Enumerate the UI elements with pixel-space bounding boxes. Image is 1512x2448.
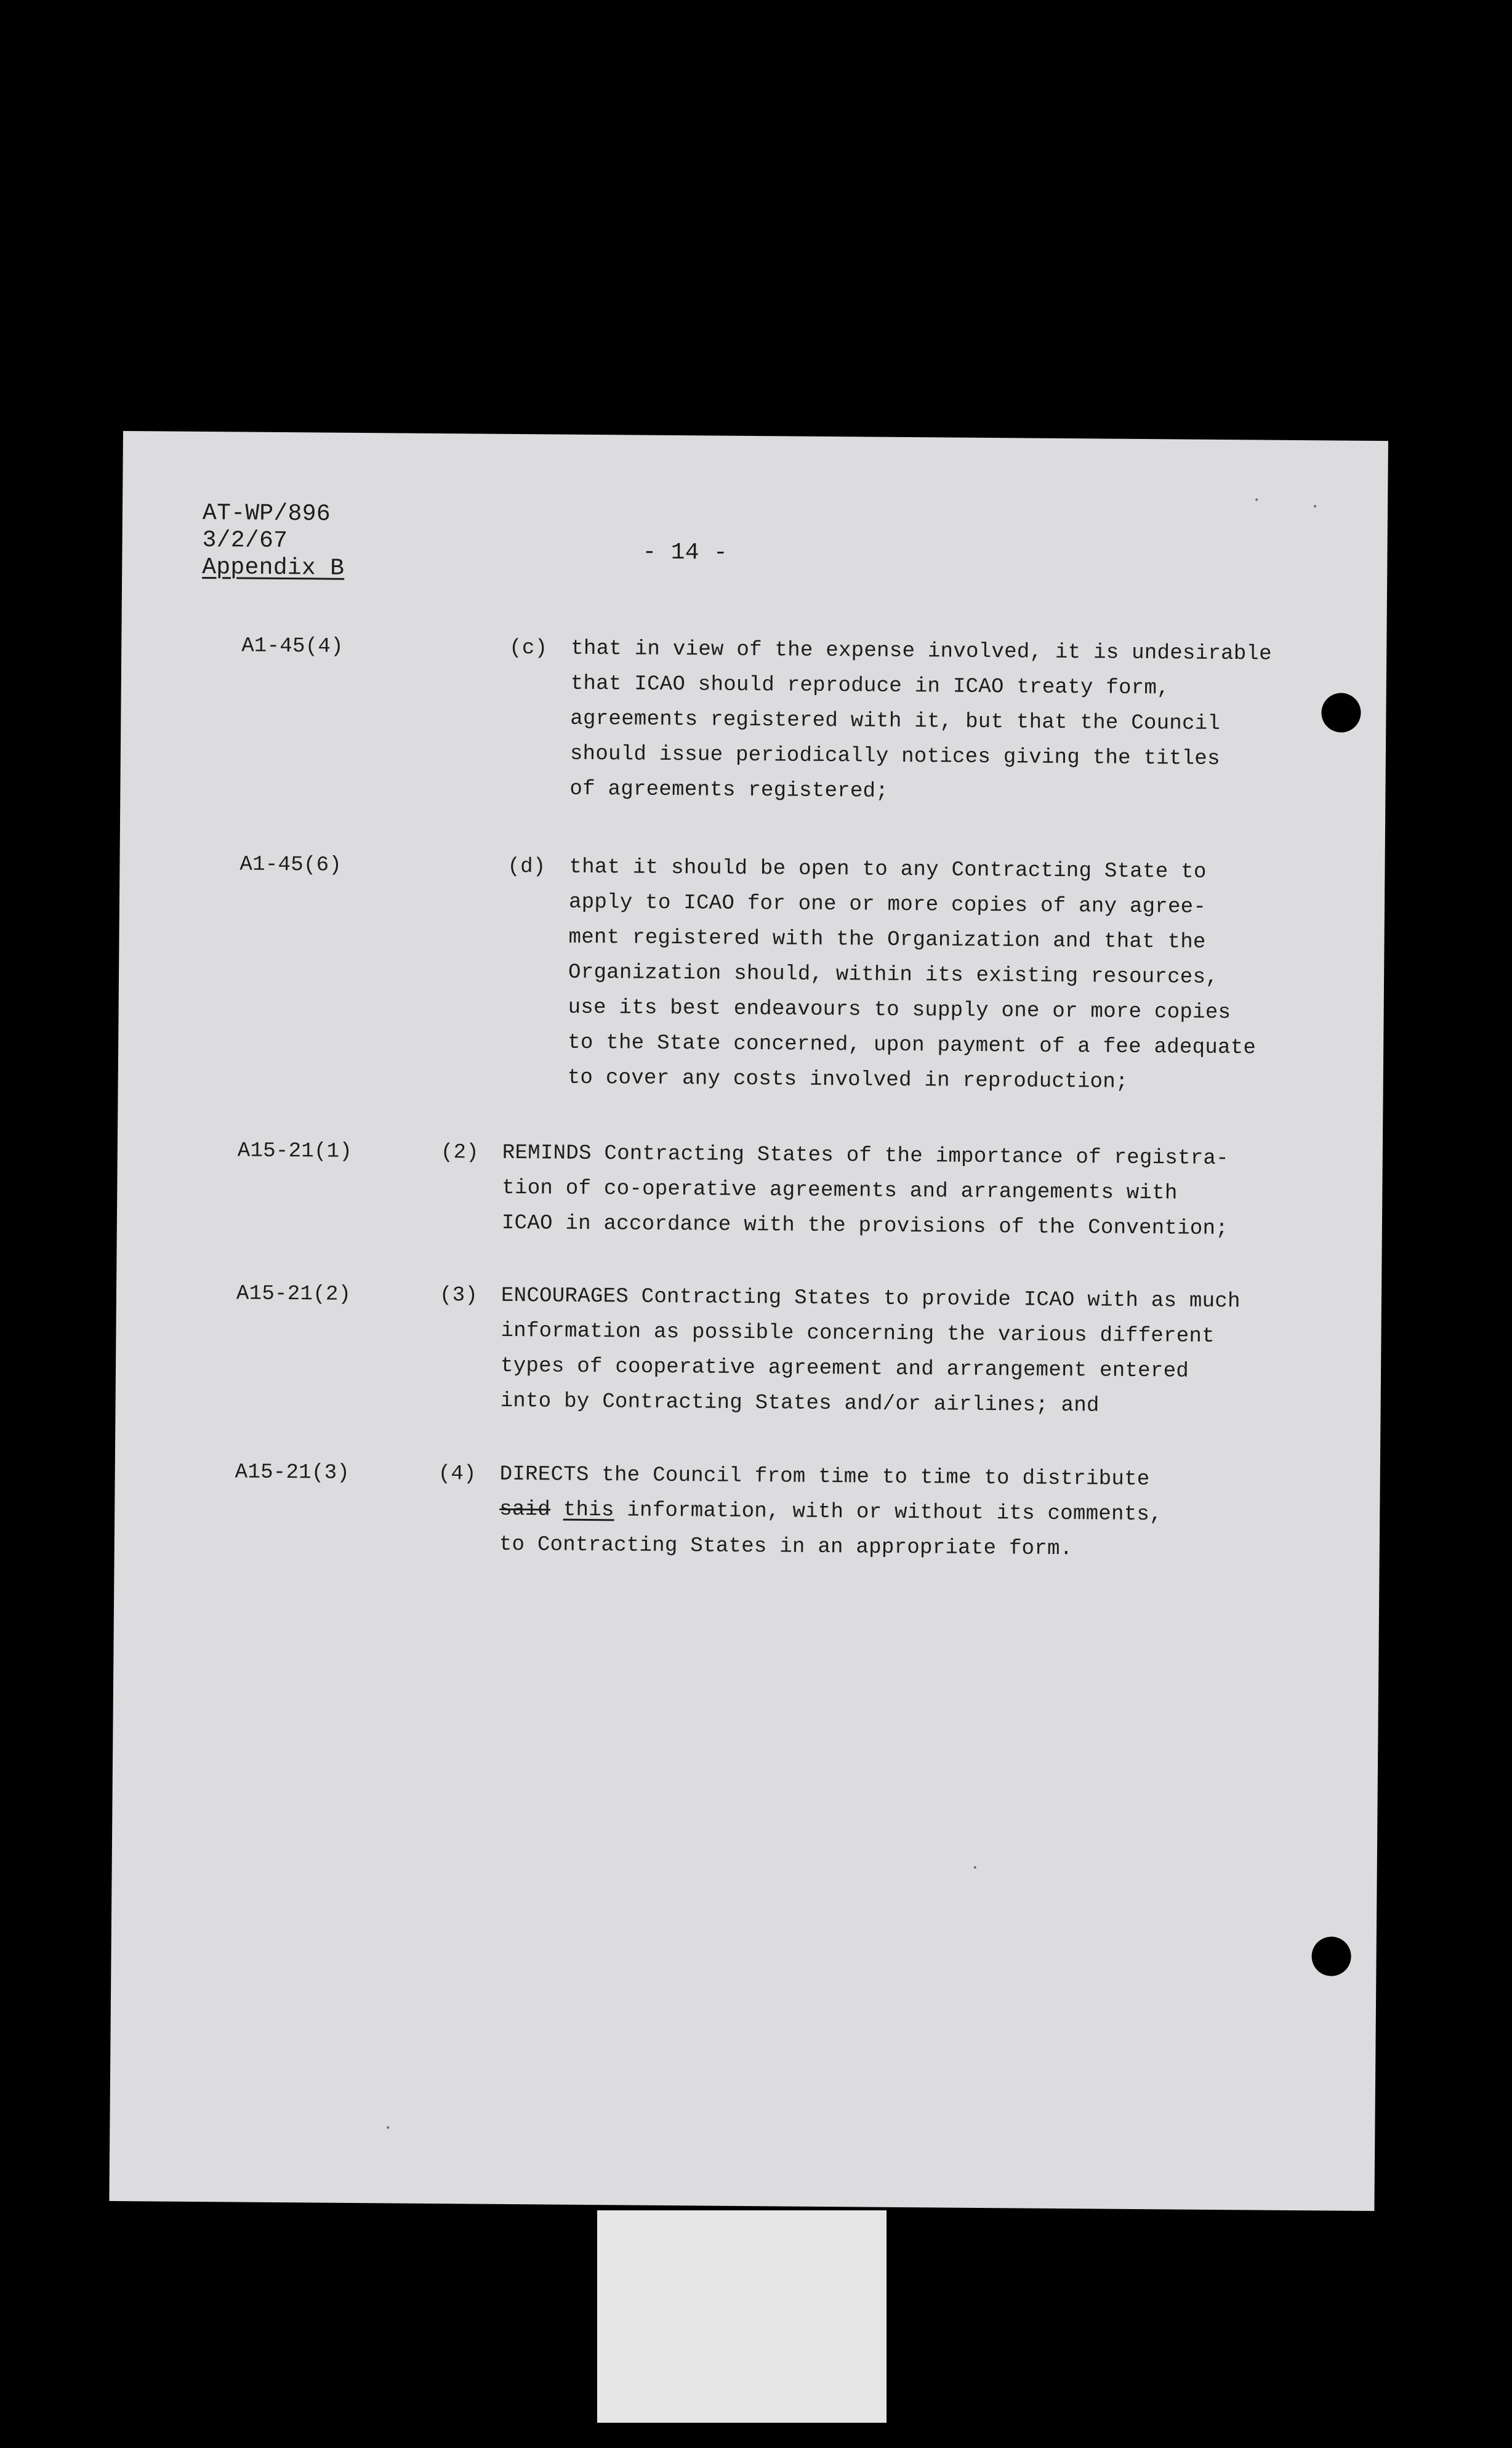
scanner-target-card bbox=[597, 2210, 887, 2423]
clause-c-line-5: of agreements registered; bbox=[569, 777, 889, 803]
appendix-label: Appendix B bbox=[202, 554, 345, 582]
clause-d-line-3: ment registered with the Organization and that the bbox=[568, 925, 1206, 954]
paragraph-3-line-3: types of cooperative agreement and arrangement entered bbox=[500, 1354, 1189, 1383]
paragraph-4-line-2-text: information, with or without its comments, bbox=[627, 1499, 1163, 1527]
scan-speck bbox=[387, 2126, 389, 2128]
paragraph-marker-3: (3) bbox=[439, 1284, 478, 1308]
binder-hole-top bbox=[1321, 693, 1361, 733]
clause-d-line-6: to the State concerned, upon payment of a fee adequate bbox=[568, 1031, 1257, 1060]
document-page bbox=[109, 431, 1388, 2211]
doc-id: AT-WP/896 bbox=[202, 500, 331, 528]
paragraph-3-line-2: information as possible concerning the various different bbox=[501, 1319, 1215, 1348]
reference-a15-21-1: A15-21(1) bbox=[237, 1139, 353, 1164]
clause-d-line-1: that it should be open to any Contracting State to bbox=[569, 855, 1207, 884]
paragraph-4-line-1: DIRECTS the Council from time to time to distribute bbox=[499, 1462, 1150, 1492]
paragraph-4-line-3: to Contracting States in an appropriate form. bbox=[499, 1532, 1073, 1561]
reference-a1-45-6: A1-45(6) bbox=[239, 853, 342, 877]
clause-marker-d: (d) bbox=[507, 855, 546, 879]
reference-a1-45-4: A1-45(4) bbox=[241, 634, 344, 659]
scan-speck bbox=[1314, 505, 1316, 507]
clause-c-line-3: agreements registered with it, but that the Council bbox=[570, 707, 1221, 736]
scan-speck bbox=[974, 1866, 976, 1869]
paragraph-marker-2: (2) bbox=[440, 1141, 480, 1165]
struck-word: said bbox=[499, 1497, 551, 1522]
page-number: - 14 - bbox=[642, 539, 728, 566]
inserted-word: this bbox=[563, 1498, 614, 1523]
doc-date: 3/2/67 bbox=[202, 527, 288, 555]
scan-speck bbox=[1255, 498, 1258, 501]
clause-c-line-1: that in view of the expense involved, it is undesirable bbox=[571, 637, 1273, 666]
clause-marker-c: (c) bbox=[509, 636, 548, 661]
clause-d-line-7: to cover any costs involved in reproduction; bbox=[567, 1066, 1128, 1094]
paragraph-3-line-4: into by Contracting States and/or airlines; and bbox=[500, 1389, 1100, 1418]
paragraph-3-line-1: ENCOURAGES Contracting States to provide ICAO with as much bbox=[501, 1284, 1241, 1314]
reference-a15-21-2: A15-21(2) bbox=[236, 1282, 352, 1307]
binder-hole-bottom bbox=[1311, 1936, 1351, 1976]
paragraph-marker-4: (4) bbox=[438, 1462, 477, 1486]
paragraph-2-line-2: tion of co-operative agreements and arrangements with bbox=[502, 1176, 1178, 1206]
clause-d-line-4: Organization should, within its existing resources, bbox=[568, 960, 1219, 989]
clause-c-line-2: that ICAO should reproduce in ICAO treaty form, bbox=[570, 672, 1170, 701]
clause-d-line-2: apply to ICAO for one or more copies of any agree- bbox=[568, 890, 1207, 919]
paragraph-2-line-1: REMINDS Contracting States of the importance of registra- bbox=[502, 1141, 1229, 1171]
reference-a15-21-3: A15-21(3) bbox=[235, 1460, 350, 1485]
clause-c-line-4: should issue periodically notices giving the titles bbox=[569, 742, 1220, 771]
paragraph-2-line-3: ICAO in accordance with the provisions of the Convention; bbox=[501, 1211, 1229, 1241]
paragraph-4-line-2 bbox=[499, 1492, 1162, 1532]
clause-d-line-5: use its best endeavours to supply one or more copies bbox=[568, 996, 1231, 1025]
